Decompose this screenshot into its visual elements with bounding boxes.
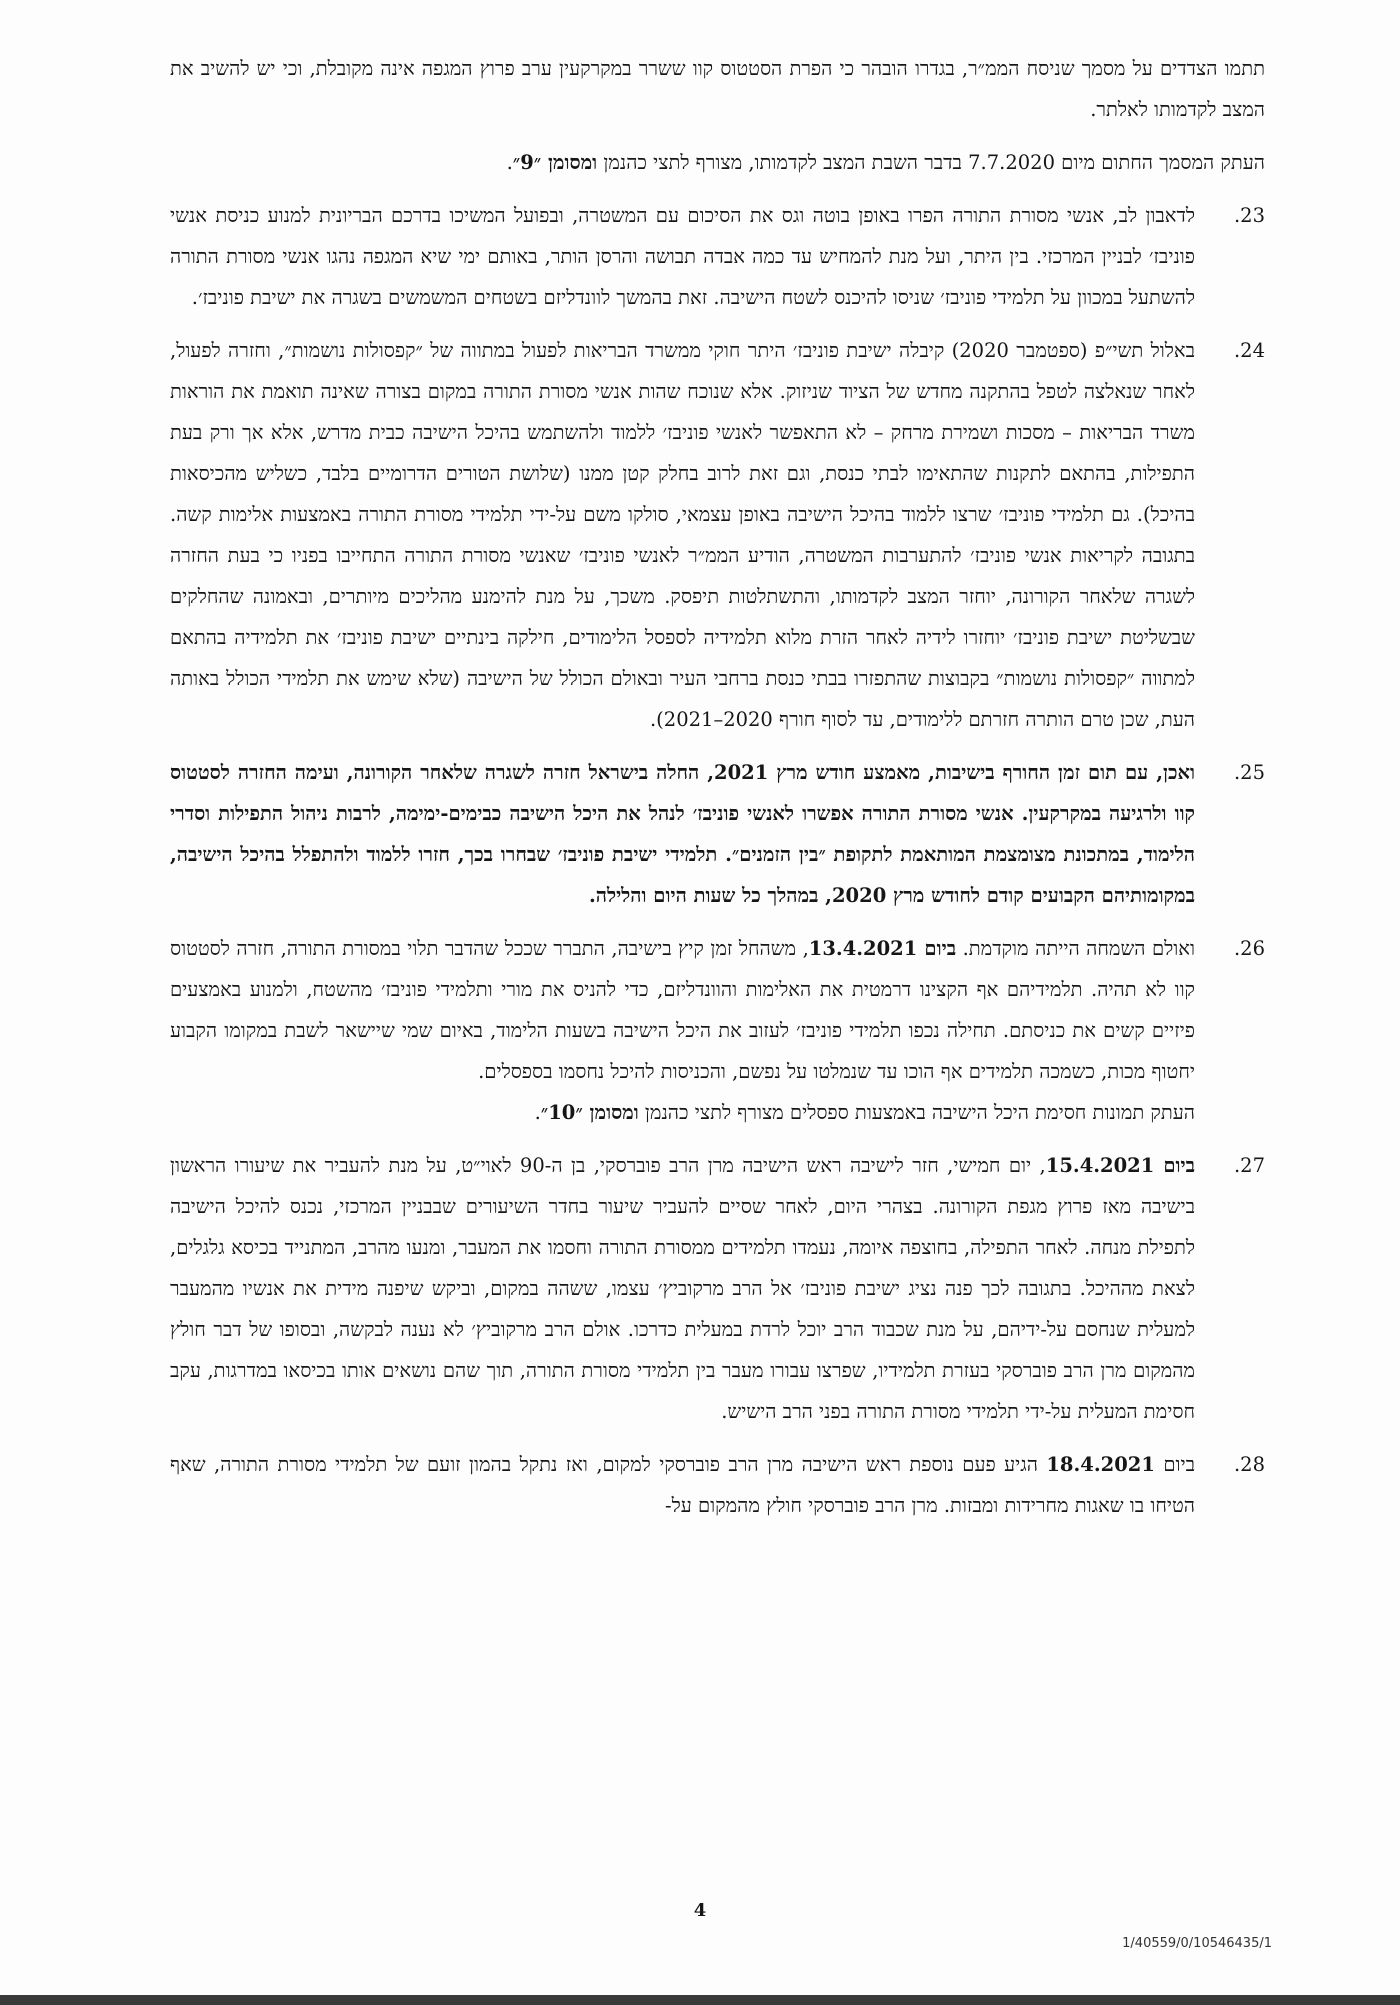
paragraph-text-start: ואולם השמחה הייתה מוקדמת. [956,937,1195,960]
paragraph-number: 28. [1233,1453,1265,1476]
paragraph-number: 25. [1233,761,1265,784]
exhibit-note-text: העתק המסמך החתום מיום 7.7.2020 בדבר השבת המצב לקדמותו, מצורף לתצי כהנמן [597,151,1265,174]
exhibit-note-text: העתק תמונות חסימת היכל הישיבה באמצעות ספסלים מצורף לתצי כהנמן [638,1101,1195,1124]
paragraph-number: 27. [1233,1154,1265,1177]
exhibit-label: ומסומן ״9״ [512,151,598,174]
paragraph-text-start: ביום [1154,1453,1195,1476]
paragraph-text-end: הגיע פעם נוספת ראש הישיבה מרן הרב פוברסקי למקום, ואז נתקל בהמון זועם של תלמידי מסורת התורה, שאף הטיחו בו שאגות מחרידות ומבזות. מרן הרב פוברסקי חולץ מהמקום על- [170,1453,1195,1517]
page-number: 4 [693,1900,707,1921]
paragraph-23 [170,195,1265,318]
paragraph-number: 24. [1233,339,1265,362]
paragraph-26 [170,928,1265,1133]
paragraph-text: לדאבון לב, אנשי מסורת התורה הפרו באופן בוטה וגס את הסיכום עם המשטרה, ובפועל המשיכו בדרכם הבריונית למנוע כניסת אנשי פוניבז׳ לבניין המרכזי. בין היתר, ועל מנת להמחיש עד כמה אבדה תבושה והרסן הותר, באותם ימי שיא המגפה נהגו אנשי מסורת התורה להשתעל במכוון על תלמידי פוניבז׳ שניסו להיכנס לשטח הישיבה. זאת בהמשך לוונדליזם בשטחים המשמשים בשגרה את ישיבת פוניבז׳. [170,204,1195,309]
exhibit-note-end: . [534,1101,541,1124]
paragraph-27 [170,1145,1265,1432]
exhibit-note-end: . [506,151,513,174]
exhibit-label: ומסומן ״10״ [540,1101,639,1124]
document-id: 1/40559/0/10546435/1 [1122,1936,1272,1951]
paragraph-number: 23. [1233,204,1265,227]
paragraph-text-end: , יום חמישי, חזר לישיבה ראש הישיבה מרן הרב פוברסקי, בן ה-90 לאוי״ט, על מנת להעביר את שיעורו הראשון בישיבה מאז פרוץ מגפת הקורונה. בצהרי היום, לאחר שסיים להעביר שיעור בחדר השיעורים שבבניין המרכזי, נכנס להיכל הישיבה לתפילת מנחה. לאחר התפילה, בחוצפה איומה, נעמדו תלמידים ממסורת התורה וחסמו את המעבר, ומנעו מהרב, המתנייד בכיסא גלגלים, לצאת מההיכל. בתגובה לכך פנה נציג ישיבת פוניבז׳ אל הרב מרקוביץ׳ עצמו, ששהה במקום, וביקש שיפנה מידית את אנשיו מהמעבר למעלית שנחסם על-ידיהם, על מנת שכבוד הרב יוכל לרדת במעלית כדרכו. אולם הרב מרקוביץ׳ לא נענה לבקשה, ובסופו של דבר חולץ מהמקום מרן הרב פוברסקי בעזרת תלמידיו, שפרצו עבורו מעבר בין תלמידי מסורת התורה, תוך שהם נושאים אותו בכיסאו במדרגות, עקב חסימת המעלית על-ידי תלמידי מסורת התורה בפני הרב הישיש. [170,1154,1195,1423]
intro-text: תתמו הצדדים על מסמך שניסח הממ״ר, בגדרו הובהר כי הפרת הסטטוס קוו ששרר במקרקעין ערב פרוץ המגפה אינה מקובלת, וכי יש להשיב את המצב לקדמותו לאלתר. [170,57,1265,121]
paragraph-date: ביום 13.4.2021 [808,937,957,960]
paragraph-text: באלול תשי״פ (ספטמבר 2020) קיבלה ישיבת פוניבז׳ היתר חוקי ממשרד הבריאות לפעול במתווה של ״קפסולות נושמות״, וחזרה לפעול, לאחר שנאלצה לטפל בהתקנה מחדש של הציוד שניזוק. אלא שנוכח שהות אנשי מסורת התורה במקום בצורה שאינה תואמת את הוראות משרד הבריאות – מסכות ושמירת מרחק – לא התאפשר לאנשי פוניבז׳ ללמוד ולהשתמש בהיכל הישיבה כבית מדרש, אלא אך ורק בעת התפילות, בהתאם לתקנות שהתאימו לבתי כנסת, וגם זאת לרוב בחלק קטן ממנו (שלושת הטורים הדרומיים בלבד, כשליש מהכיסאות בהיכל). גם תלמידי פוניבז׳ שרצו ללמוד בהיכל הישיבה באופן עצמאי, סולקו משם על-ידי תלמידי מסורת התורה באמצעות אלימות קשה. בתגובה לקריאות אנשי פוניבז׳ להתערבות המשטרה, הודיע הממ״ר לאנשי פוניבז׳ שאנשי מסורת התורה התחייבו בפניו כי בעת החזרה לשגרה שלאחר הקורונה, יוחזר המצב לקדמותו, והתשתלטות תיפסק. משכך, על מנת להימנע מהליכים מיותרים, ובאמונה שהחלקים שבשליטת ישיבת פוניבז׳ יוחזרו לידיה לאחר הזרת מלוא תלמידיה לספסל הלימודים, חילקה בינתיים ישיבת פוניבז׳ את תלמידיה בהתאם למתווה ״קפסולות נושמות״ בקבוצות שהתפזרו בבתי כנסת ברחבי העיר ובאולם הכולל של הישיבה (שלא שימש את תלמידי הכולל באותה העת, שכן טרם הותרה חזרתם ללימודים, עד לסוף חורף 2020–2021). [170,339,1195,731]
bottom-edge-bar [0,1995,1400,2005]
paragraph-text-end: , משהחל זמן קיץ בישיבה, התברר שככל שהדבר תלוי במסורת התורה, חזרה לסטטוס קוו לא תהיה. תלמידיהם אף הקצינו דרמטית את האלימות והוונדליזם, כדי להניס את מורי ותלמידי פוניבז׳ מהשטח, ולמנוע באמצעים פיזיים קשים את כניסתם. תחילה נכפו תלמידי פוניבז׳ לעזוב את היכל הישיבה בשעות הלימוד, באיום שמי שיישאר לשבת במקומו הקבוע יחטוף מכות, כשמכה תלמידים אף הוכו עד שנמלטו על נפשם, והכניסות להיכל נחסמו בספסלים. [170,937,1195,1083]
paragraph-24 [170,330,1265,740]
paragraph-text: ואכן, עם תום זמן החורף בישיבות, מאמצע חודש מרץ 2021, החלה בישראל חזרה לשגרה שלאחר הקורונה, ועימה החזרה לסטטוס קוו ולרגיעה במקרקעין. אנשי מסורת התורה אפשרו לאנשי פוניבז׳ לנהל את היכל הישיבה כבימים-ימימה, לרבות ניהול התפילות וסדרי הלימוד, במתכונת מצומצמת המותאמת לתקופת ״בין הזמנים״. תלמידי ישיבת פוניבז׳ שבחרו בכך, חזרו ללמוד ולהתפלל בהיכל הישיבה, במקומותיהם הקבועים קודם לחודש מרץ 2020, במהלך כל שעות היום והלילה. [170,761,1195,907]
paragraph-28 [170,1444,1265,1526]
paragraph-date: ביום 15.4.2021 [1045,1154,1195,1177]
intro-paragraph [170,48,1265,130]
paragraph-number: 26. [1233,937,1265,960]
document-body [170,48,1265,1538]
paragraph-date: 18.4.2021 [1046,1453,1155,1476]
paragraph-25 [170,752,1265,916]
exhibit-note-9 [170,142,1265,183]
